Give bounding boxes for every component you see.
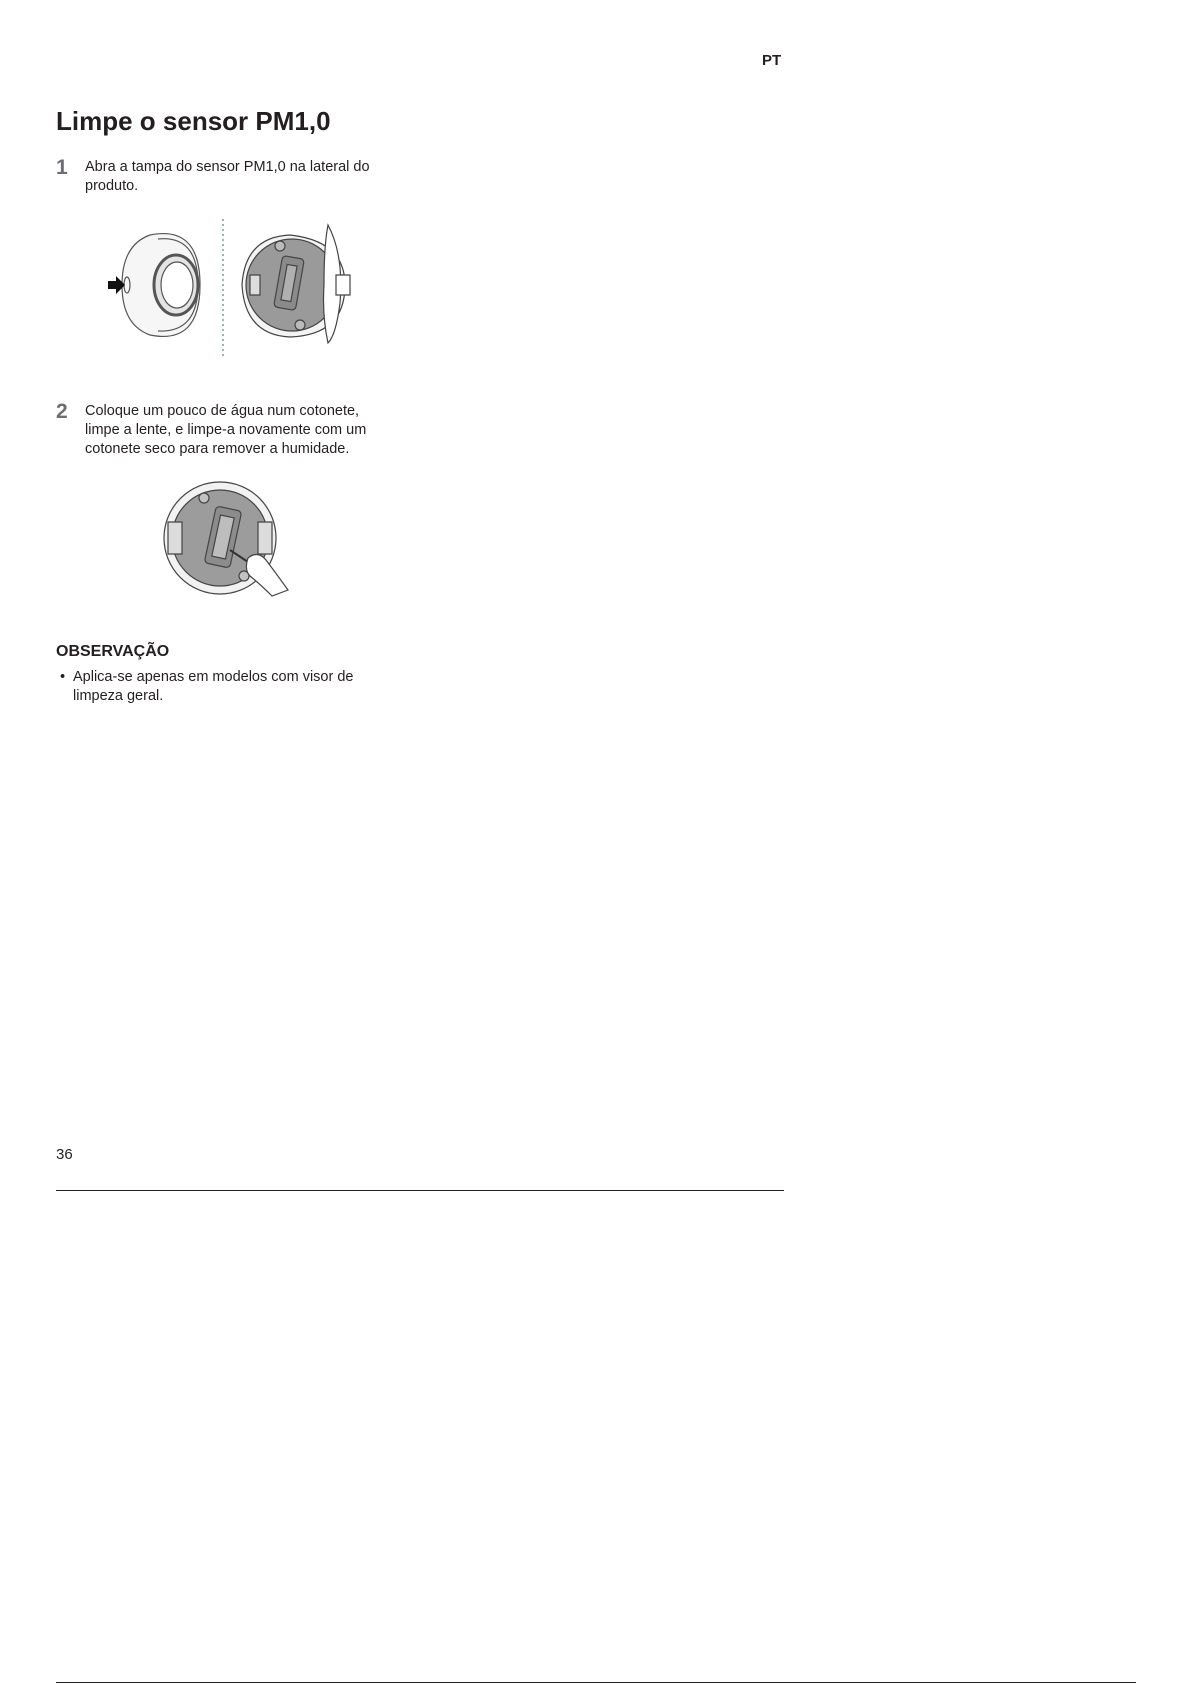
- note-item: [56, 668, 386, 706]
- page-title: Limpe o sensor PM1,0: [56, 106, 331, 136]
- sensor-open-illustration: [242, 225, 350, 343]
- language-code: PT: [762, 52, 782, 69]
- page-divider: [56, 1190, 784, 1191]
- note-heading: OBSERVAÇÃO: [56, 643, 170, 660]
- step-number: 2: [56, 400, 68, 423]
- page-number: 36: [56, 1146, 73, 1163]
- step-text: Abra a tampa do sensor PM1,0 na lateral do produto.: [85, 159, 370, 194]
- bullet-icon: •: [60, 669, 66, 685]
- step-2: [56, 402, 396, 459]
- lens-cleaning-illustration: [160, 480, 296, 600]
- sensor-cover-illustration: [100, 215, 360, 360]
- hand-icon: [246, 554, 288, 596]
- sensor-closed-illustration: [122, 234, 200, 337]
- note-text: Aplica-se apenas em modelos com visor de limpeza geral.: [73, 669, 354, 704]
- step-1: [56, 158, 396, 196]
- bottom-divider: [56, 1682, 1136, 1683]
- step-text: Coloque um pouco de água num cotonete, limpe a lente, e limpe-a novamente com um cotonete seco para remover a humidade.: [85, 403, 367, 457]
- step-number: 1: [56, 156, 68, 179]
